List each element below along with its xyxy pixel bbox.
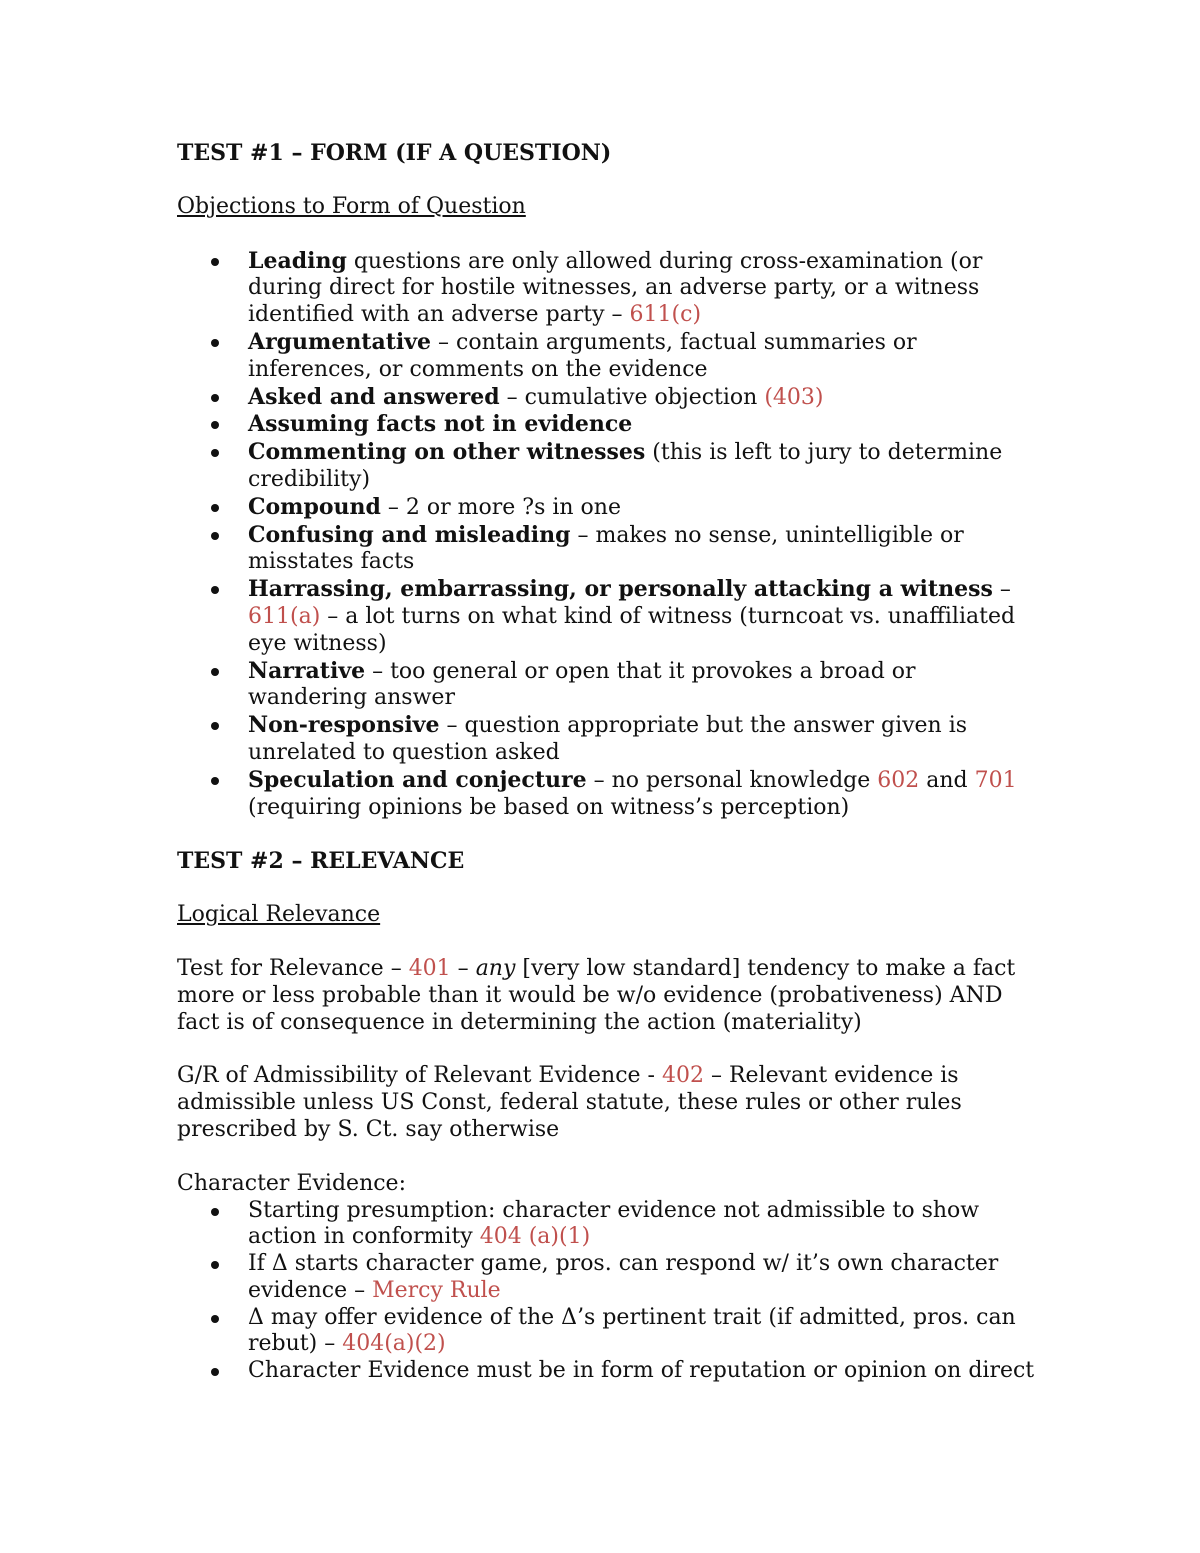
test1-subheading: Objections to Form of Question	[177, 193, 526, 219]
document-body	[177, 140, 1037, 1385]
list-item: Narrative – too general or open that it provokes a broad or wandering answer	[177, 658, 1037, 713]
relevance-paragraph: Test for Relevance – 401 – any [very low standard] tendency to make a fact more or less probable than it would be w/o evidence (probativeness) AND fact is of consequence in determining the action (materiality)	[177, 955, 1016, 1035]
list-item: Asked and answered – cumulative objection (403)	[177, 384, 1037, 412]
list-item: Δ may offer evidence of the Δ’s pertinent trait (if admitted, pros. can rebut) – 404(a)(2)	[177, 1305, 1037, 1359]
list-item: If Δ starts character game, pros. can respond w/ it’s own character evidence – Mercy Rule	[177, 1251, 1037, 1305]
list-item: Compound – 2 or more ?s in one	[177, 494, 1037, 522]
list-item: Assuming facts not in evidence	[177, 411, 1037, 439]
character-evidence-label: Character Evidence:	[177, 1170, 406, 1196]
bullet-icon	[211, 394, 219, 402]
list-item: Commenting on other witnesses (this is left to jury to determine credibility)	[177, 439, 1037, 494]
admissibility-paragraph: G/R of Admissibility of Relevant Evidence - 402 – Relevant evidence is admissible unless US Const, federal statute, these rules or other rules prescribed by S. Ct. say otherwise	[177, 1063, 962, 1142]
character-evidence-list	[177, 1198, 1037, 1386]
bullet-icon	[211, 722, 219, 730]
list-item: Character Evidence must be in form of reputation or opinion on direct	[177, 1358, 1037, 1385]
bullet-icon	[211, 1368, 219, 1376]
bullet-icon	[211, 1261, 219, 1269]
bullet-icon	[211, 586, 219, 594]
list-item: Harrassing, embarrassing, or personally attacking a witness – 611(a) – a lot turns on what kind of witness (turncoat vs. unaffiliated eye witness)	[177, 576, 1037, 657]
list-item: Non-responsive – question appropriate but the answer given is unrelated to question asked	[177, 712, 1037, 767]
bullet-icon	[211, 532, 219, 540]
test2-subheading: Logical Relevance	[177, 902, 381, 928]
bullet-icon	[211, 421, 219, 429]
bullet-icon	[211, 668, 219, 676]
test2-heading: TEST #2 – RELEVANCE	[177, 848, 465, 875]
bullet-icon	[211, 258, 219, 266]
bullet-icon	[211, 504, 219, 512]
list-item: Speculation and conjecture – no personal knowledge 602 and 701 (requiring opinions be based on witness’s perception)	[177, 767, 1037, 822]
list-item: Leading questions are only allowed during cross-examination (or during direct for hostile witnesses, an adverse party, or a witness identified with an adverse party – 611(c)	[177, 248, 1037, 329]
list-item: Argumentative – contain arguments, factual summaries or inferences, or comments on the evidence	[177, 329, 1037, 384]
bullet-icon	[211, 339, 219, 347]
bullet-icon	[211, 1208, 219, 1216]
bullet-icon	[211, 777, 219, 785]
bullet-icon	[211, 449, 219, 457]
list-item: Starting presumption: character evidence not admissible to show action in conformity 404 (a)(1)	[177, 1198, 1037, 1252]
list-item: Confusing and misleading – makes no sense, unintelligible or misstates facts	[177, 522, 1037, 577]
test1-heading: TEST #1 – FORM (IF A QUESTION)	[177, 140, 612, 166]
bullet-icon	[211, 1315, 219, 1323]
form-objections-list	[177, 248, 1037, 822]
